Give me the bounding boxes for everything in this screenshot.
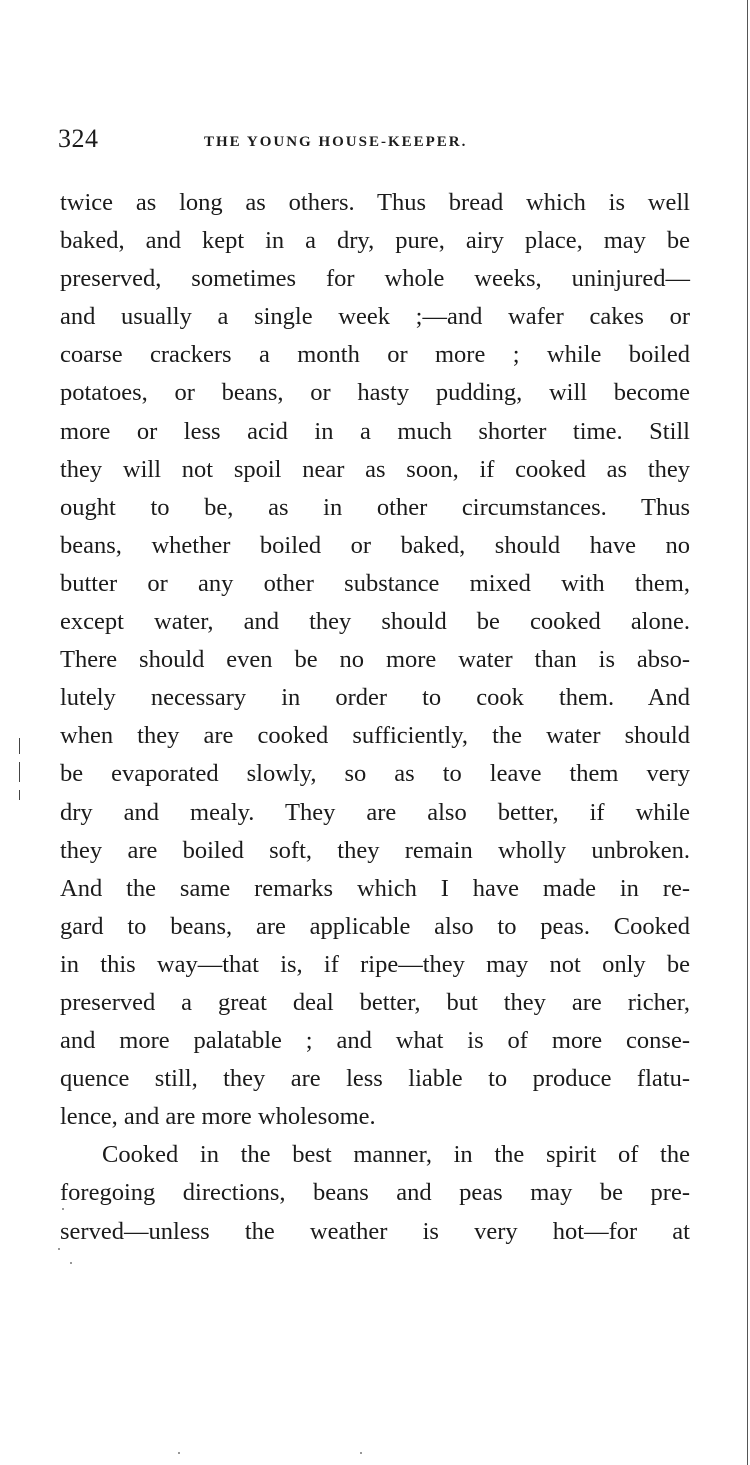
- text-line: they will not spoil near as soon, if cooked as they: [60, 455, 690, 483]
- text-line: and more palatable ; and what is of more conse-: [60, 1027, 690, 1055]
- paper-speck: [360, 1452, 362, 1454]
- text-line: in this way—that is, if ripe—they may not only be: [60, 950, 690, 978]
- body-text: [60, 184, 690, 1251]
- paper-speck: [178, 1452, 180, 1454]
- text-line: more or less acid in a much shorter time. Still: [60, 417, 690, 445]
- text-line: except water, and they should be cooked alone.: [60, 608, 690, 636]
- text-line: butter or any other substance mixed with them,: [60, 569, 690, 597]
- paper-speck: [62, 1208, 64, 1210]
- paper-speck: [70, 1262, 72, 1264]
- margin-mark: [19, 738, 20, 754]
- text-line: potatoes, or beans, or hasty pudding, will become: [60, 379, 690, 407]
- text-line: and usually a single week ;—and wafer cakes or: [60, 303, 690, 331]
- paragraph-start-line: Cooked in the best manner, in the spirit of the: [102, 1141, 690, 1169]
- text-line: preserved a great deal better, but they are richer,: [60, 988, 690, 1016]
- text-line: foregoing directions, beans and peas may be pre-: [60, 1179, 690, 1207]
- text-line: they are boiled soft, they remain wholly unbroken.: [60, 836, 690, 864]
- page-header: [58, 124, 698, 164]
- page-number: 324: [58, 124, 99, 153]
- text-line: ought to be, as in other circumstances. Thus: [60, 493, 690, 521]
- text-line: preserved, sometimes for whole weeks, uninjured—: [60, 265, 690, 293]
- text-line: And the same remarks which I have made in re-: [60, 874, 690, 902]
- margin-mark: [19, 790, 20, 800]
- text-line: when they are cooked sufficiently, the water should: [60, 722, 690, 750]
- text-line: twice as long as others. Thus bread which is well: [60, 189, 690, 216]
- margin-mark: [19, 762, 20, 782]
- running-head: THE YOUNG HOUSE-KEEPER.: [204, 134, 468, 150]
- text-line: gard to beans, are applicable also to peas. Cooked: [60, 912, 690, 940]
- text-line: quence still, they are less liable to produce flatu-: [60, 1065, 690, 1093]
- text-line: dry and mealy. They are also better, if while: [60, 798, 690, 826]
- text-line: be evaporated slowly, so as to leave them very: [60, 760, 690, 788]
- paper-speck: [58, 1248, 60, 1250]
- text-line: served—unless the weather is very hot—for at: [60, 1217, 690, 1245]
- text-line: There should even be no more water than is abso-: [60, 646, 690, 674]
- text-line: coarse crackers a month or more ; while boiled: [60, 341, 690, 369]
- text-line: lutely necessary in order to cook them. And: [60, 684, 690, 712]
- paragraph-end-line: lence, and are more wholesome.: [60, 1103, 376, 1131]
- text-line: beans, whether boiled or baked, should have no: [60, 531, 690, 559]
- page-edge-line: [747, 0, 748, 1465]
- text-line: baked, and kept in a dry, pure, airy place, may be: [60, 227, 690, 255]
